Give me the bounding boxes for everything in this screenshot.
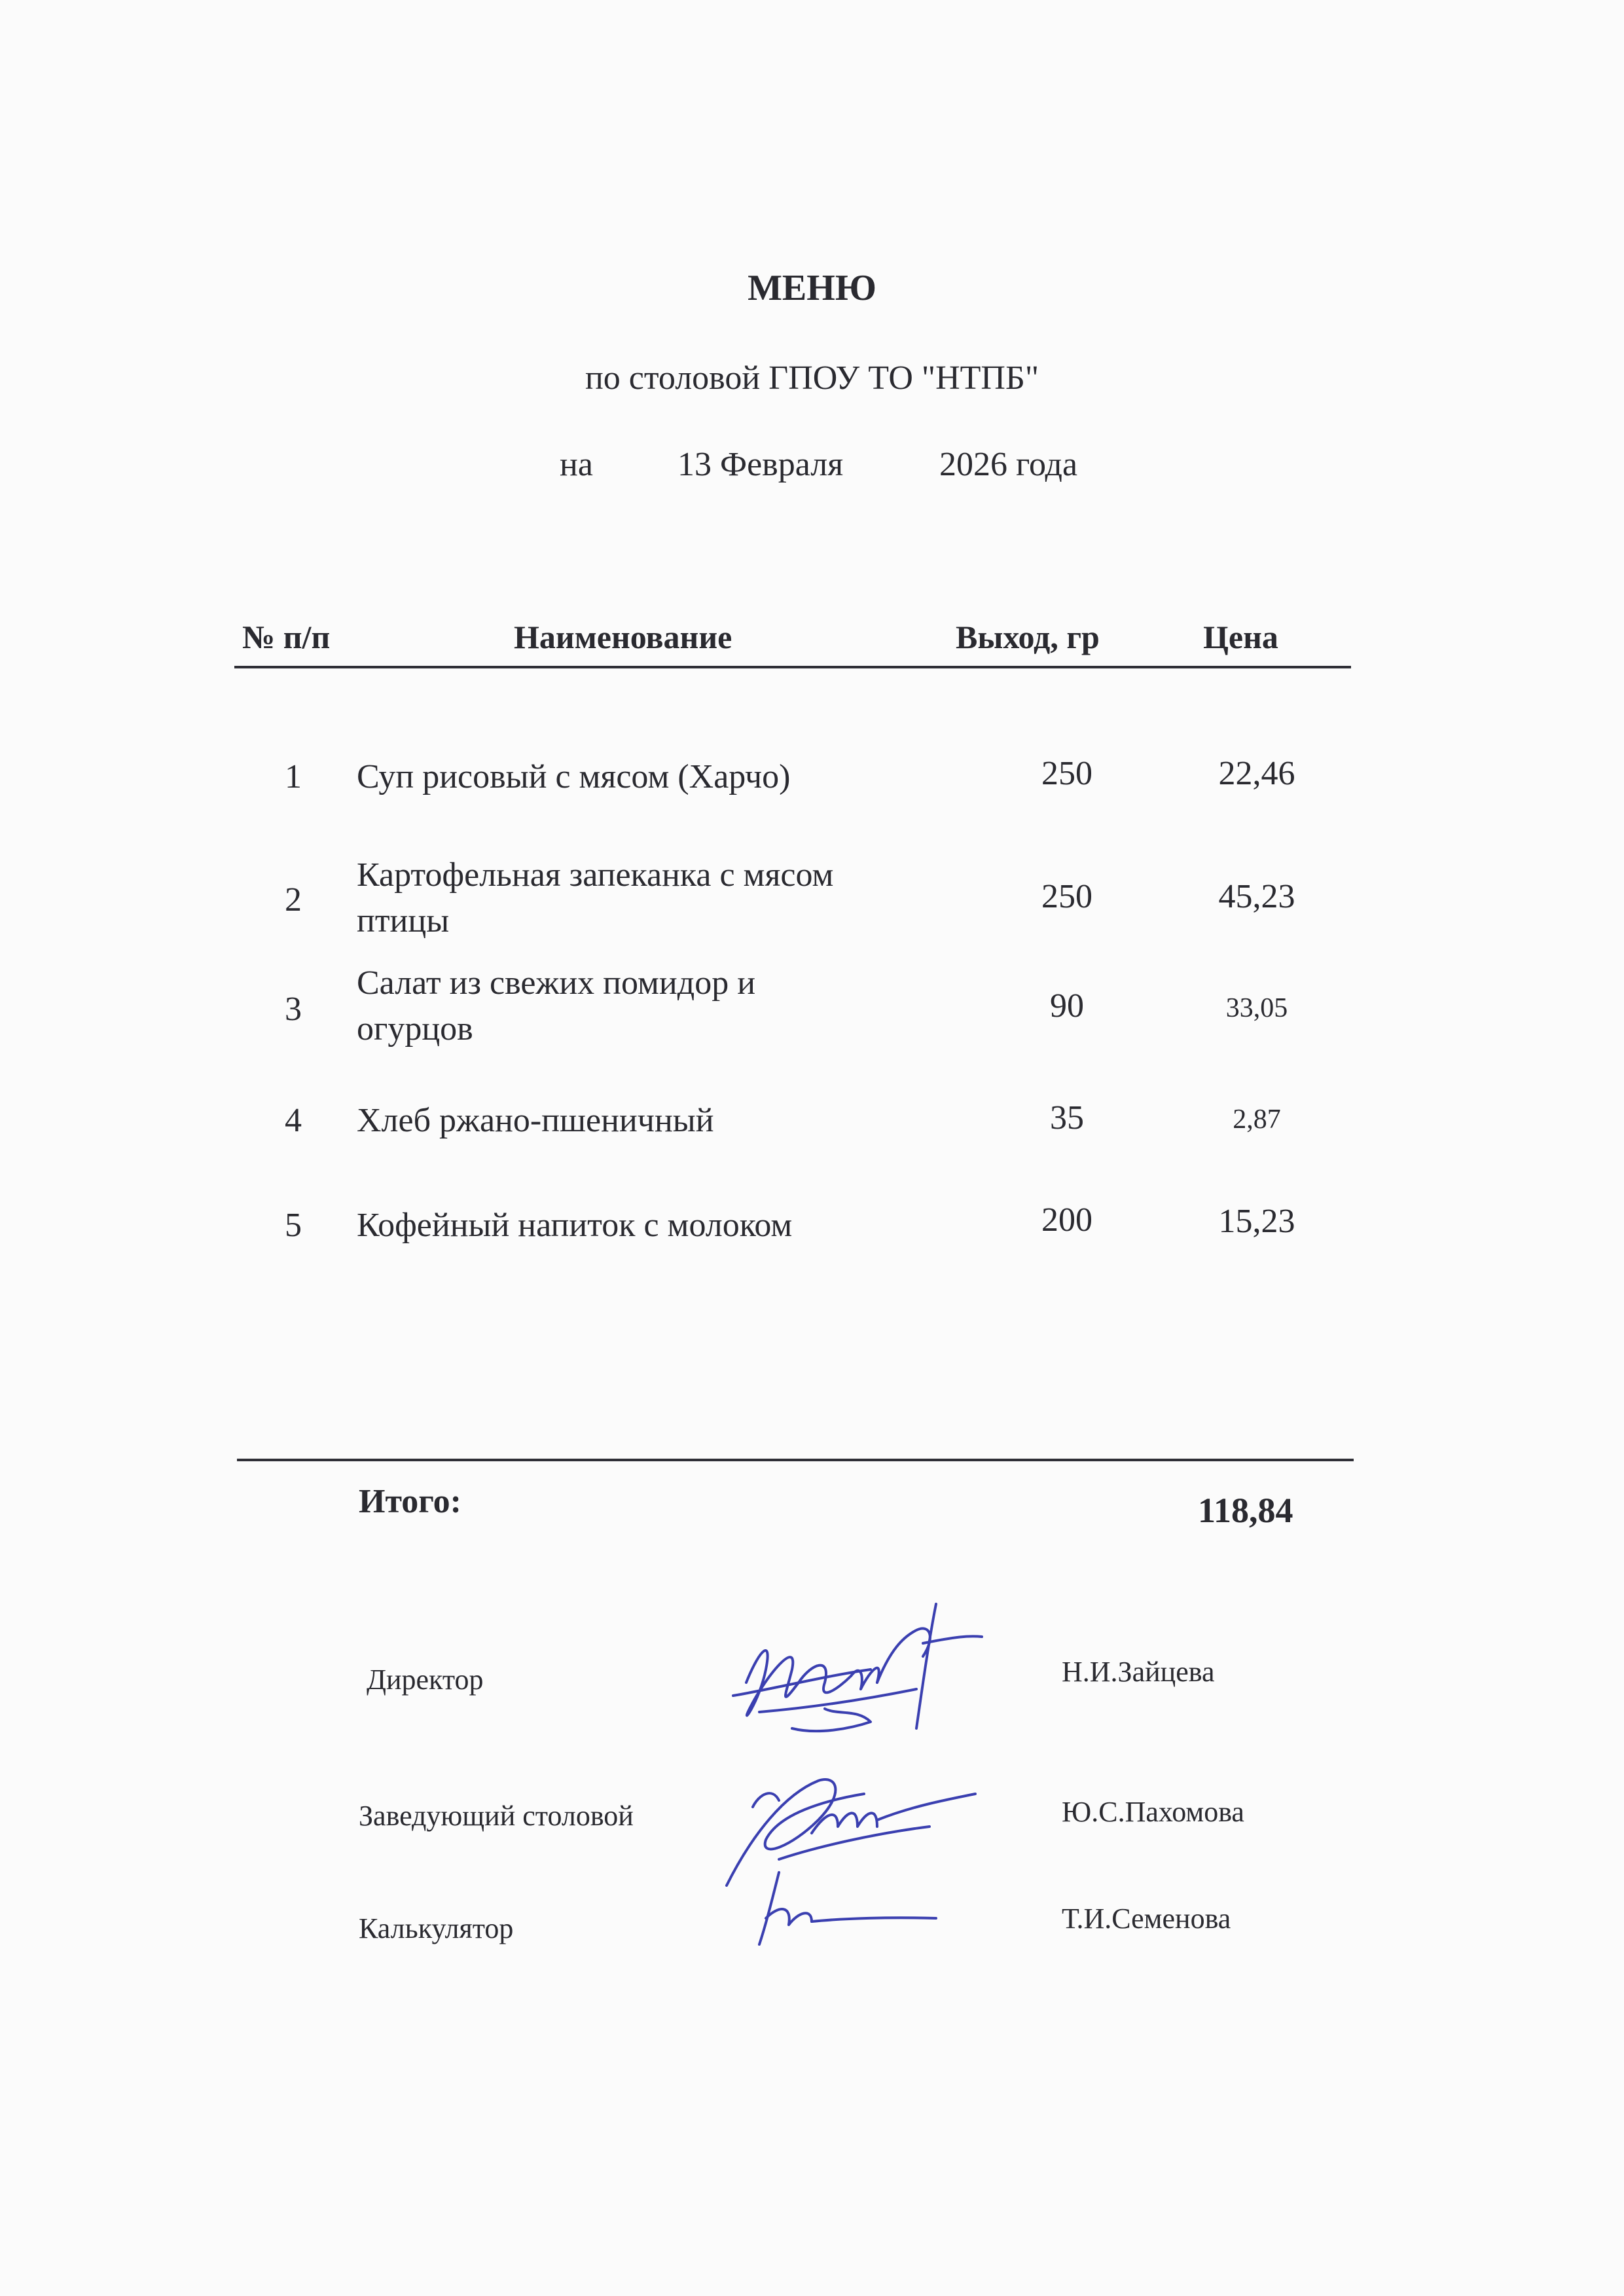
document-title: МЕНЮ (748, 268, 876, 308)
row-3-number: 3 (285, 991, 302, 1028)
column-header-number: № п/п (242, 619, 331, 655)
signature-role-director: Директор (367, 1664, 484, 1696)
row-2-number: 2 (285, 881, 302, 919)
signature-role-calculator: Калькулятор (359, 1912, 514, 1944)
row-1-number: 1 (285, 758, 302, 795)
header-divider (234, 666, 1351, 668)
signature-name-director: Н.И.Зайцева (1062, 1656, 1215, 1688)
total-label: Итого: (359, 1483, 461, 1520)
row-1-name: Суп рисовый с мясом (Харчо) (357, 758, 791, 795)
date-day-month: 13 Февраля (677, 446, 844, 483)
date-year: 2026 года (939, 446, 1078, 483)
row-5-price: 15,23 (1218, 1203, 1295, 1240)
column-header-output: Выход, гр (956, 619, 1100, 655)
date-prefix: на (560, 446, 593, 483)
total-divider (237, 1459, 1354, 1461)
row-3-name-line2: огурцов (357, 1010, 473, 1048)
row-1-output: 250 (1041, 755, 1092, 792)
row-5-output: 200 (1041, 1201, 1092, 1239)
calculator-signature (740, 1866, 962, 1951)
row-3-price: 33,05 (1225, 993, 1288, 1023)
signature-name-canteen-head: Ю.С.Пахомова (1062, 1796, 1244, 1828)
column-header-name: Наименование (514, 619, 732, 655)
column-header-price: Цена (1203, 619, 1278, 655)
row-4-price: 2,87 (1233, 1104, 1281, 1135)
row-3-output: 90 (1050, 987, 1084, 1025)
row-2-name-line2: птицы (357, 902, 450, 939)
row-4-output: 35 (1050, 1099, 1084, 1137)
signature-role-canteen-head: Заведующий столовой (359, 1800, 634, 1832)
signature-name-calculator: Т.И.Семенова (1062, 1903, 1231, 1935)
row-2-name-line1: Картофельная запеканка с мясом (357, 856, 834, 894)
row-2-price: 45,23 (1218, 878, 1295, 915)
row-5-number: 5 (285, 1207, 302, 1244)
row-3-name-line1: Салат из свежих помидор и (357, 964, 756, 1002)
row-2-output: 250 (1041, 878, 1092, 915)
row-4-number: 4 (285, 1102, 302, 1139)
total-value: 118,84 (1198, 1491, 1293, 1530)
row-5-name: Кофейный напиток с молоком (357, 1207, 793, 1244)
document-subtitle: по столовой ГПОУ ТО "НТПБ" (585, 359, 1039, 397)
row-4-name: Хлеб ржано-пшеничный (357, 1102, 714, 1139)
row-1-price: 22,46 (1218, 755, 1295, 792)
